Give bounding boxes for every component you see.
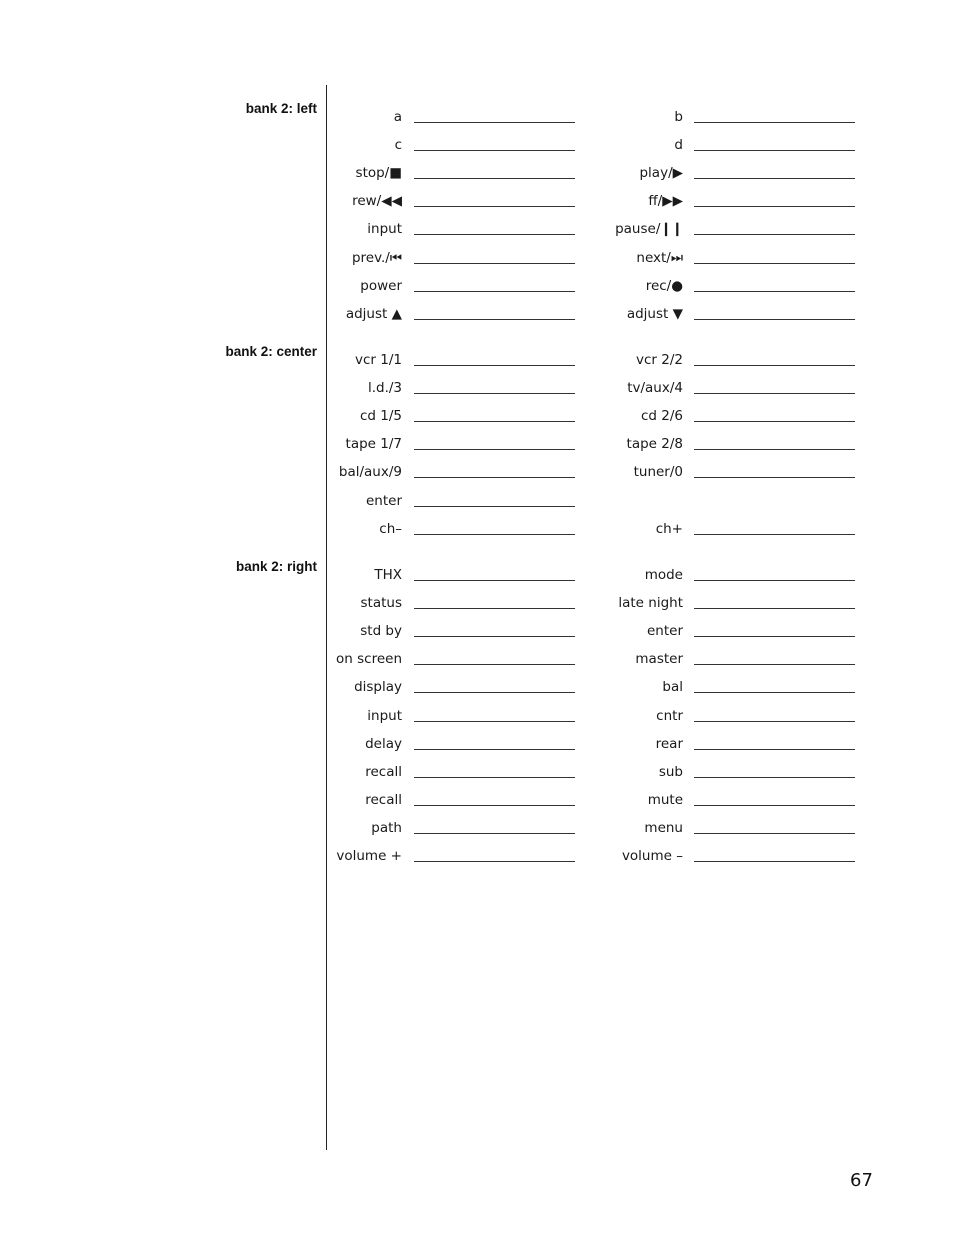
fill-in-line[interactable] <box>694 150 855 151</box>
button-label: tape 1/7 <box>345 436 402 453</box>
button-label: volume – <box>621 848 683 864</box>
button-label: tv/aux/4 <box>627 380 683 397</box>
button-label: on screen <box>336 651 402 668</box>
form-row <box>0 790 954 810</box>
button-label: play/▶ <box>639 165 683 182</box>
button-label: b <box>674 109 683 125</box>
button-label: pause/❙❙ <box>615 221 683 238</box>
form-row <box>0 304 954 324</box>
form-row <box>0 649 954 669</box>
fill-in-line[interactable] <box>694 805 855 806</box>
form-row <box>0 519 954 539</box>
form-row <box>0 734 954 754</box>
fill-in-line[interactable] <box>694 178 855 179</box>
fill-in-line[interactable] <box>694 122 855 123</box>
button-label: enter <box>365 492 402 509</box>
button-label: delay <box>365 735 402 752</box>
button-label: sub <box>658 763 683 780</box>
form-row <box>0 565 954 585</box>
form-row <box>0 462 954 482</box>
fill-in-line[interactable] <box>694 636 855 637</box>
fill-in-line[interactable] <box>694 206 855 207</box>
fill-in-line[interactable] <box>694 534 855 535</box>
fill-in-line[interactable] <box>694 477 855 478</box>
fill-in-line[interactable] <box>694 664 855 665</box>
button-label: next/⏭ <box>636 249 683 266</box>
button-label: tape 2/8 <box>626 436 683 453</box>
section-title: bank 2: center <box>225 344 317 359</box>
button-label: power <box>360 277 402 294</box>
button-label: display <box>354 679 402 696</box>
button-label: ch+ <box>655 520 683 537</box>
form-row <box>0 706 954 726</box>
button-label: rear <box>655 735 683 752</box>
fill-in-line[interactable] <box>694 449 855 450</box>
form-row <box>0 248 954 268</box>
button-label: mute <box>647 791 683 808</box>
fill-in-line[interactable] <box>694 721 855 722</box>
form-row <box>0 406 954 426</box>
form-row <box>0 434 954 454</box>
form-row <box>0 163 954 183</box>
fill-in-line[interactable] <box>694 608 855 609</box>
fill-in-line[interactable] <box>694 421 855 422</box>
form-row <box>0 135 954 155</box>
button-label: rew/◀◀ <box>352 193 402 210</box>
button-label: tuner/0 <box>633 464 683 481</box>
form-row <box>0 491 954 511</box>
fill-in-line[interactable] <box>694 580 855 581</box>
fill-in-line[interactable] <box>694 365 855 366</box>
button-label: cntr <box>656 707 683 724</box>
form-row <box>0 219 954 239</box>
button-label: enter <box>646 623 683 640</box>
form-row <box>0 350 954 370</box>
form-row <box>0 107 954 127</box>
fill-in-line[interactable] <box>694 749 855 750</box>
fill-in-line[interactable] <box>694 777 855 778</box>
button-label: adjust ▼ <box>626 305 683 322</box>
button-label: bal <box>662 679 683 696</box>
button-label: path <box>371 819 402 836</box>
button-label: late night <box>618 595 683 612</box>
fill-in-line[interactable] <box>694 692 855 693</box>
button-label: master <box>635 651 683 668</box>
form-row <box>0 378 954 398</box>
section-title: bank 2: left <box>245 101 317 116</box>
button-label: vcr 2/2 <box>636 352 683 368</box>
form-row <box>0 593 954 613</box>
button-label: d <box>674 137 683 154</box>
fill-in-line[interactable] <box>694 833 855 834</box>
button-label: stop/■ <box>355 165 402 182</box>
button-label: volume + <box>336 848 402 864</box>
button-label: vcr 1/1 <box>355 352 402 368</box>
button-label: cd 1/5 <box>359 408 402 425</box>
form-row <box>0 818 954 838</box>
button-label: ff/▶▶ <box>648 193 683 210</box>
button-label: std by <box>360 623 402 640</box>
form-row <box>0 191 954 211</box>
button-label: l.d./3 <box>367 380 402 397</box>
button-label: recall <box>365 791 402 808</box>
fill-in-line[interactable] <box>694 263 855 264</box>
fill-in-line[interactable] <box>694 291 855 292</box>
button-label: THX <box>374 567 402 583</box>
form-row <box>0 276 954 296</box>
form-row <box>0 621 954 641</box>
fill-in-line[interactable] <box>694 319 855 320</box>
button-label: recall <box>365 763 402 780</box>
button-label: a <box>393 109 402 125</box>
section-title: bank 2: right <box>235 559 317 574</box>
button-label: cd 2/6 <box>640 408 683 425</box>
button-label: input <box>367 707 402 724</box>
button-label: c <box>394 137 402 154</box>
button-label: rec/● <box>645 277 683 294</box>
fill-in-line[interactable] <box>694 861 855 862</box>
button-label: ch– <box>379 520 402 537</box>
vertical-rule <box>326 85 327 1150</box>
button-label: bal/aux/9 <box>338 464 402 481</box>
form-row <box>0 762 954 782</box>
button-label: menu <box>644 819 683 836</box>
fill-in-line[interactable] <box>414 506 575 507</box>
form-row <box>0 677 954 697</box>
form-row <box>0 846 954 866</box>
page-number: 67 <box>850 1170 873 1191</box>
button-label: adjust ▲ <box>345 305 402 322</box>
button-label: prev./⏮ <box>351 249 402 266</box>
button-label: input <box>367 221 402 238</box>
fill-in-line[interactable] <box>694 393 855 394</box>
button-label: mode <box>644 567 683 583</box>
fill-in-line[interactable] <box>694 234 855 235</box>
button-label: status <box>360 595 402 612</box>
